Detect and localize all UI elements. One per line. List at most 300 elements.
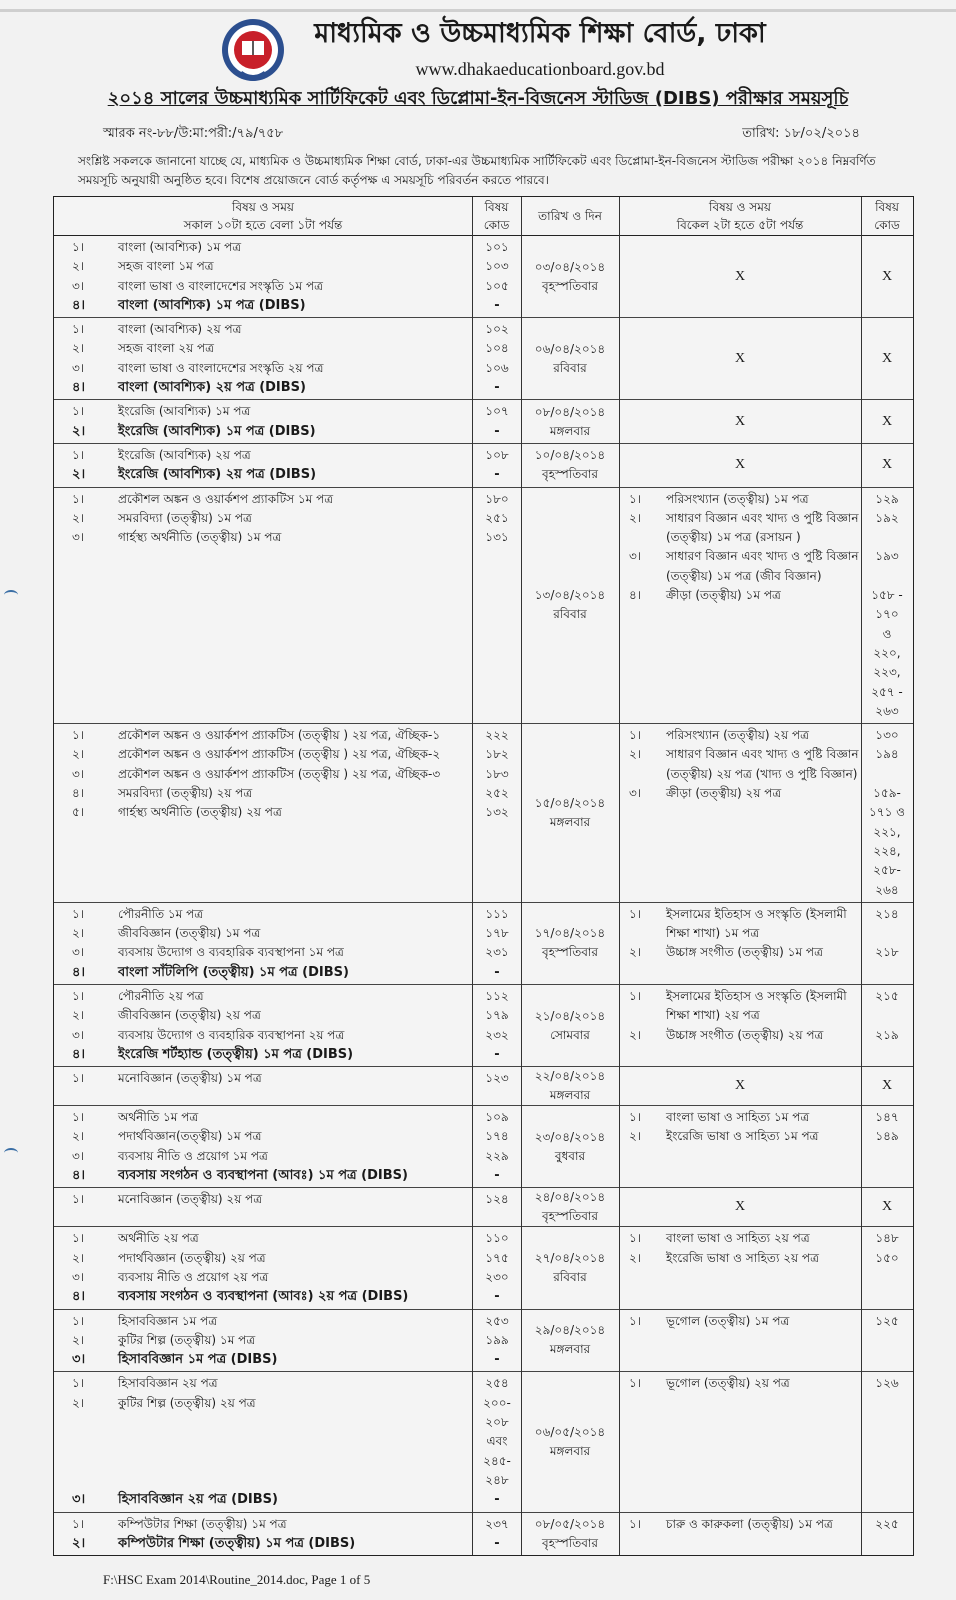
subject-name: পরিসংখ্যান (তত্ত্বীয়) ২য় পত্র: [666, 728, 809, 743]
afternoon-subjects: [619, 1227, 913, 1308]
subject-item: [54, 1045, 521, 1064]
afternoon-subjects: [619, 903, 913, 984]
subject-item: [54, 378, 521, 397]
subject-code-line: ২২৪,: [873, 843, 901, 858]
subject-item: [619, 784, 913, 900]
subject-name: সাধারণ বিজ্ঞান এবং খাদ্য ও পুষ্টি বিজ্ঞান (তত্ত্বীয়) ১ম পত্র (রসায়ন ): [666, 510, 859, 545]
schedule-row: [54, 1372, 913, 1512]
exam-date-cell: [521, 1067, 619, 1105]
subject-item: [54, 803, 521, 822]
item-number: ১।: [72, 491, 85, 506]
subject-code-line: ২৫১: [485, 510, 509, 525]
exam-day: বৃহস্পতিবার: [542, 1209, 598, 1224]
item-number: ১।: [72, 728, 85, 743]
subject-code-line: ১৪৭: [875, 1110, 899, 1125]
subject-code-line: ২১৫: [875, 988, 899, 1003]
exam-day: মঙ্গলবার: [549, 1342, 591, 1357]
subject-name: সাধারণ বিজ্ঞান এবং খাদ্য ও পুষ্টি বিজ্ঞান (তত্ত্বীয়) ১ম পত্র (জীব বিজ্ঞান): [666, 549, 859, 583]
exam-date-cell: [521, 318, 619, 399]
subject-code: [473, 277, 521, 296]
column-divider: [521, 197, 522, 1555]
subject-code: [473, 238, 521, 257]
item-number: ৪।: [72, 1046, 86, 1062]
exam-date: ২৭/০৪/২০১৪: [534, 1250, 606, 1265]
header-code2-l2: কোড: [874, 218, 900, 232]
header-code-l2: কোড: [483, 218, 510, 232]
exam-day: মঙ্গলবার: [549, 423, 591, 438]
subject-item: [54, 528, 521, 547]
subject-name: ক্রীড়া (তত্ত্বীয়) ২য় পত্র: [666, 786, 782, 801]
subject-name: ইসলামের ইতিহাস ও সংস্কৃতি (ইসলামী শিক্ষা শাখা) ২য় পত্র: [666, 988, 847, 1023]
header-morning-title: বিষয় ও সময়: [232, 200, 294, 214]
header-code-2: [861, 197, 913, 235]
subject-code: [861, 1515, 913, 1534]
subject-name: মনোবিজ্ঞান (তত্ত্বীয়) ২য় পত্র: [118, 1192, 263, 1207]
schedule-row: [54, 903, 913, 985]
afternoon-subjects: [619, 1106, 913, 1187]
subject-item: [619, 905, 913, 944]
afternoon-subjects: [619, 400, 913, 443]
subject-name: ইংরেজি (আবশ্যিক) ১ম পত্র (DIBS): [118, 423, 316, 439]
subject-item: [619, 490, 913, 509]
subject-code-line: ১৭০: [875, 607, 899, 622]
subject-code-line: ১৪৮: [875, 1231, 899, 1246]
subject-item: [54, 1287, 521, 1306]
none-mark-code: X: [881, 457, 893, 473]
item-number: ১।: [72, 404, 85, 419]
schedule-row: [54, 1227, 913, 1309]
subject-code-line: ১৫৮ -: [871, 588, 903, 603]
document-body: [0, 152, 956, 1588]
subject-code-line: ১০৯: [485, 1110, 509, 1125]
exam-date-cell: [521, 1106, 619, 1187]
subject-code-line: ১০৭: [485, 404, 509, 419]
exam-date: ২২/০৪/২০১৪: [534, 1069, 606, 1084]
document-title: ২০১৪ সালের উচ্চমাধ্যমিক সার্টিফিকেট এবং ডিপ্লোমা-ইন-বিজনেস স্টাডিজ (DIBS) পরীক্ষার সময়সূচি: [107, 88, 849, 109]
subject-name: হিসাববিজ্ঞান ২য় পত্র (DIBS): [118, 1492, 278, 1508]
subject-code: [473, 784, 521, 803]
subject-code-line: ২২২: [485, 728, 509, 743]
morning-subjects: [54, 985, 521, 1066]
subject-item: [54, 987, 521, 1006]
subject-name: ব্যবসায় উদ্যোগ ও ব্যবহারিক ব্যবস্থাপনা ১ম পত্র: [118, 945, 344, 960]
item-number: ২।: [72, 467, 86, 483]
item-number: ১।: [629, 491, 642, 506]
subject-item: [54, 1268, 521, 1287]
subject-item: [619, 1127, 913, 1146]
subject-item: [54, 924, 521, 943]
subject-item: [54, 320, 521, 339]
item-number: ৪।: [629, 588, 642, 603]
subject-code-line: ১০৪: [485, 341, 509, 356]
subject-code-line: ২৫৭ -: [871, 684, 903, 699]
subject-item: [54, 726, 521, 745]
subject-item: [54, 1394, 521, 1490]
subject-name: চারু ও কারুকলা (তত্ত্বীয়) ১ম পত্র: [666, 1516, 833, 1531]
subject-code-line: ১১০: [485, 1231, 509, 1246]
subject-item: [54, 402, 521, 421]
subject-item: [54, 339, 521, 358]
subject-name: পরিসংখ্যান (তত্ত্বীয়) ১ম পত্র: [666, 491, 809, 506]
schedule-row: [54, 1188, 913, 1227]
subject-code-line: ২২৫: [875, 1516, 899, 1531]
subject-code-line: ১৯৯: [485, 1332, 509, 1347]
subject-code: [861, 745, 913, 784]
subject-item: [54, 1127, 521, 1146]
subject-name: ইংরেজি (আবশ্যিক) ২য় পত্র (DIBS): [118, 467, 317, 483]
subject-code-line: ২১৪: [875, 906, 899, 921]
item-number: ১।: [72, 1516, 85, 1531]
subject-code: [473, 1350, 521, 1369]
item-number: ২।: [629, 510, 642, 525]
item-number: ৩।: [72, 1027, 85, 1042]
header-afternoon-title: বিষয় ও সময়: [709, 200, 771, 214]
subject-name: পদার্থবিজ্ঞান (তত্ত্বীয়) ২য় পত্র: [118, 1250, 266, 1265]
subject-code: [473, 1127, 521, 1146]
header-date-label: তারিখ ও দিন: [538, 209, 602, 223]
item-number: ৪।: [72, 786, 85, 801]
exam-date: ২৯/০৪/২০১৪: [534, 1323, 606, 1338]
subject-code-line: ২২০,: [873, 645, 901, 660]
item-number: ১।: [629, 1231, 642, 1246]
subject-code-line: ১৭৫: [485, 1250, 509, 1265]
subject-name: প্রকৌশল অঙ্কন ও ওয়ার্কশপ প্র্যাকটিস (তত্ত্বীয় ) ২য় পত্র, ঐচ্ছিক-১: [118, 728, 441, 743]
subject-code: [861, 1312, 913, 1331]
subject-name: সাধারণ বিজ্ঞান এবং খাদ্য ও পুষ্টি বিজ্ঞান (তত্ত্বীয়) ২য় পত্র (খাদ্য ও পুষ্টি বিজ্ঞান): [666, 747, 859, 781]
subject-item: [54, 509, 521, 528]
subject-code-line: ১৯২: [875, 510, 899, 525]
subject-name: প্রকৌশল অঙ্কন ও ওয়ার্কশপ প্র্যাকটিস ১ম পত্র: [118, 491, 334, 506]
subject-name: হিসাববিজ্ঞান ২য় পত্র: [118, 1376, 218, 1391]
subject-name: সমরবিদ্যা (তত্ত্বীয়) ১ম পত্র: [118, 510, 252, 525]
item-number: ১।: [72, 1376, 85, 1391]
morning-subjects: [54, 1067, 521, 1105]
header-code2-l1: বিষয়: [875, 200, 899, 214]
subject-item: [619, 1249, 913, 1268]
subject-code: [861, 509, 913, 548]
subject-code-line: -: [494, 1492, 500, 1508]
subject-name: ব্যবসায় সংগঠন ও ব্যবস্থাপনা (আবঃ) ১ম পত্র (DIBS): [118, 1168, 408, 1184]
exam-day: সোমবার: [550, 1027, 590, 1042]
subject-item: [54, 1534, 521, 1553]
subject-name: ইংরেজি (আবশ্যিক) ১ম পত্র: [118, 404, 251, 419]
subject-item: [54, 784, 521, 803]
subject-code: [473, 296, 521, 315]
schedule-row: [54, 318, 913, 400]
subject-name: বাংলা ভাষা ও বাংলাদেশের সংস্কৃতি ২য় পত্র: [118, 360, 324, 375]
subject-item: [619, 1312, 913, 1331]
schedule-row: [54, 444, 913, 488]
subject-item: [54, 963, 521, 982]
subject-code-line: ১৫০: [875, 1250, 899, 1265]
exam-schedule-table: [53, 196, 914, 1556]
no-afternoon-exam: [619, 1069, 913, 1103]
subject-code-line: ১০২: [485, 322, 509, 337]
subject-code-line: ১০৩: [485, 259, 509, 274]
subject-code-line: ১৩২: [485, 805, 509, 820]
subject-code: [473, 803, 521, 822]
exam-date-cell: [521, 488, 619, 724]
subject-code: [473, 378, 521, 397]
subject-code-line: -: [494, 467, 500, 483]
subject-item: [54, 1331, 521, 1350]
subject-item: [54, 1312, 521, 1331]
exam-day: মঙ্গলবার: [549, 814, 591, 829]
exam-day: বৃহস্পতিবার: [542, 467, 598, 482]
subject-name: কুটির শিল্প (তত্ত্বীয়) ১ম পত্র: [118, 1332, 256, 1347]
subject-code: [473, 1026, 521, 1045]
subject-item: [619, 547, 913, 586]
subject-item: [619, 1108, 913, 1127]
subject-item: [54, 238, 521, 257]
exam-date: ০৬/০৪/২০১৪: [534, 341, 606, 356]
subject-code-line: ১৭৮: [485, 926, 509, 941]
item-number: ২।: [72, 1395, 85, 1410]
item-number: ১।: [629, 988, 642, 1003]
schedule-row: [54, 1513, 913, 1556]
subject-name: পদার্থবিজ্ঞান(তত্ত্বীয়) ১ম পত্র: [118, 1129, 262, 1144]
subject-code: [473, 528, 521, 547]
subject-item: [54, 1147, 521, 1166]
morning-subjects: [54, 903, 521, 984]
subject-name: পৌরনীতি ২য় পত্র: [118, 988, 204, 1003]
schedule-row: [54, 236, 913, 318]
item-number: ১।: [72, 1192, 85, 1207]
item-number: ৪।: [72, 1289, 86, 1305]
column-divider: [861, 197, 862, 1555]
no-afternoon-exam: [619, 238, 913, 315]
subject-name: জীববিজ্ঞান (তত্ত্বীয়) ২য় পত্র: [118, 1008, 261, 1023]
exam-date-cell: [521, 1188, 619, 1226]
subject-code-line: ২০৮: [485, 1415, 509, 1430]
subject-code-line: -: [494, 1352, 500, 1368]
subject-code-line: ১৭৯: [485, 1008, 509, 1023]
subject-item: [54, 1515, 521, 1534]
morning-subjects: [54, 724, 521, 902]
subject-code: [473, 1515, 521, 1534]
subject-item: [54, 1108, 521, 1127]
subject-code-line: ১২৬: [875, 1376, 899, 1391]
subject-name: ব্যবসায় সংগঠন ও ব্যবস্থাপনা (আবঃ) ২য় পত্র (DIBS): [118, 1289, 409, 1305]
exam-date: ২৩/০৪/২০১৪: [534, 1129, 606, 1144]
subject-name: মনোবিজ্ঞান (তত্ত্বীয়) ১ম পত্র: [118, 1071, 262, 1086]
item-number: ২।: [629, 1250, 642, 1265]
subject-item: [619, 509, 913, 548]
item-number: ১।: [629, 728, 642, 743]
exam-date-cell: [521, 1372, 619, 1511]
subject-code: [473, 924, 521, 943]
subject-item: [54, 359, 521, 378]
morning-subjects: [54, 400, 521, 443]
no-afternoon-exam: [619, 1190, 913, 1224]
subject-item: [54, 745, 521, 764]
afternoon-subjects: [619, 1067, 913, 1105]
schedule-row: [54, 724, 913, 903]
subject-code-line: ২১৯: [875, 1027, 899, 1042]
subject-item: [54, 1350, 521, 1369]
item-number: ৪।: [72, 297, 86, 313]
subject-code: [861, 726, 913, 745]
item-number: ২।: [72, 259, 85, 274]
item-number: ১।: [629, 1376, 642, 1391]
none-mark: X: [734, 350, 746, 366]
none-mark-code: X: [881, 1199, 893, 1215]
subject-code: [473, 1166, 521, 1185]
subject-code-line: -: [494, 1168, 500, 1184]
no-afternoon-exam: [619, 446, 913, 485]
morning-subjects: [54, 236, 521, 317]
subject-code-line: ১২৩: [485, 1071, 509, 1086]
subject-code-line: ১২৪: [485, 1192, 509, 1207]
subject-code-line: ১০৫: [485, 278, 509, 293]
subject-name: বাংলা (আবশ্যিক) ২য় পত্র (DIBS): [118, 380, 306, 396]
subject-code-line: -: [494, 1046, 500, 1062]
issue-date: তারিখ: ১৮/০২/২০১৪: [742, 126, 860, 141]
item-number: ২।: [72, 1332, 85, 1347]
subject-item: [54, 1374, 521, 1393]
subject-name: কম্পিউটার শিক্ষা (তত্ত্বীয়) ১ম পত্র (DIBS): [118, 1535, 356, 1551]
none-mark: X: [734, 268, 746, 284]
subject-code: [473, 257, 521, 276]
subject-name: ব্যবসায় নীতি ও প্রয়োগ ১ম পত্র: [118, 1148, 268, 1163]
morning-subjects: [54, 1310, 521, 1372]
subject-name: ইংরেজি ভাষা ও সাহিত্য ১ম পত্র: [666, 1129, 819, 1144]
subject-code: [473, 905, 521, 924]
exam-date: ১০/০৪/২০১৪: [534, 448, 606, 463]
subject-code: [473, 509, 521, 528]
header-afternoon: [619, 197, 861, 235]
subject-code-line: ১২৯: [875, 491, 899, 506]
item-number: ১।: [72, 906, 85, 921]
subject-code: [861, 905, 913, 944]
subject-name: পৌরনীতি ১ম পত্র: [118, 906, 204, 921]
subject-item: [54, 1190, 521, 1209]
item-number: ৩।: [72, 1269, 85, 1284]
subject-code: [861, 1108, 913, 1127]
subject-code-line: ১৮০: [485, 491, 509, 506]
subject-code: [473, 1312, 521, 1331]
subject-code: [861, 987, 913, 1026]
morning-subjects: [54, 318, 521, 399]
subject-item: [619, 1374, 913, 1393]
subject-item: [619, 987, 913, 1026]
subject-code-line: ১৩০: [875, 728, 899, 743]
exam-date: ১৫/০৪/২০১৪: [534, 795, 606, 810]
subject-name: বাংলা (আবশ্যিক) ১ম পত্র: [118, 240, 242, 254]
item-number: ২।: [629, 747, 642, 762]
item-number: ২।: [72, 1250, 85, 1265]
exam-date: ০৬/০৫/২০১৪: [534, 1424, 606, 1439]
subject-code: [473, 745, 521, 764]
subject-code: [473, 1249, 521, 1268]
subject-item: [54, 943, 521, 962]
item-number: ১।: [72, 1313, 85, 1328]
board-logo-icon: [220, 17, 286, 87]
morning-subjects: [54, 1372, 521, 1511]
subject-item: [54, 1249, 521, 1268]
subject-code-line: ১৭১ ও: [868, 805, 906, 820]
subject-code-line: ২৬৪: [875, 882, 899, 897]
subject-name: সমরবিদ্যা (তত্ত্বীয়) ২য় পত্র: [118, 786, 253, 801]
column-divider: [619, 197, 620, 1555]
subject-item: [619, 1229, 913, 1248]
subject-code-line: ১৩১: [485, 530, 509, 545]
subject-code: [861, 1127, 913, 1146]
subject-item: [54, 1069, 521, 1088]
exam-date-cell: [521, 903, 619, 984]
item-number: ১।: [629, 906, 642, 921]
no-afternoon-exam: [619, 320, 913, 397]
subject-name: সহজ বাংলা ১ম পত্র: [118, 259, 214, 274]
subject-code-line: ১০১: [485, 240, 509, 254]
item-number: ৩।: [72, 360, 85, 375]
exam-day: মঙ্গলবার: [549, 1088, 591, 1103]
subject-code-line: ১১১: [485, 906, 509, 921]
subject-code-line: ১০৬: [485, 360, 509, 375]
subject-item: [54, 257, 521, 276]
subject-item: [54, 1490, 521, 1509]
subject-name: উচ্চাঙ্গ সংগীত (তত্ত্বীয়) ২য় পত্র: [666, 1027, 824, 1042]
subject-code-line: ২৩৭: [485, 1516, 509, 1531]
subject-code-line: ১০৮: [485, 447, 509, 462]
schedule-row: [54, 1067, 913, 1106]
item-number: ১।: [629, 1313, 642, 1328]
afternoon-subjects: [619, 318, 913, 399]
subject-code: [473, 1147, 521, 1166]
subject-code-line: -: [494, 297, 500, 313]
item-number: ১।: [72, 988, 85, 1003]
subject-code-line: ১১২: [485, 988, 509, 1003]
subject-name: ইংরেজি ভাষা ও সাহিত্য ২য় পত্র: [666, 1250, 819, 1265]
afternoon-subjects: [619, 724, 913, 902]
item-number: ২।: [72, 341, 85, 356]
subject-code: [473, 1490, 521, 1509]
top-border: [0, 9, 956, 12]
subject-code: [473, 1534, 521, 1553]
none-mark: X: [734, 1078, 746, 1094]
item-number: ৩।: [72, 1352, 86, 1368]
exam-day: মঙ্গলবার: [549, 1443, 591, 1458]
afternoon-subjects: [619, 444, 913, 487]
exam-date: ০৩/০৪/২০১৪: [534, 259, 606, 274]
subject-code-line: -: [494, 1535, 500, 1551]
item-number: ৩।: [72, 945, 85, 960]
morning-subjects: [54, 1188, 521, 1226]
afternoon-subjects: [619, 488, 913, 724]
subject-code-line: ২৪৮: [485, 1472, 509, 1487]
item-number: ২।: [72, 747, 85, 762]
subject-item: [619, 586, 913, 721]
subject-name: ইংরেজি শর্টহ্যান্ড (তত্ত্বীয়) ১ম পত্র (DIBS): [118, 1046, 354, 1062]
item-number: ২।: [72, 510, 85, 525]
subject-name: বাংলা ভাষা ও সাহিত্য ২য় পত্র: [666, 1231, 810, 1246]
none-mark: X: [734, 1199, 746, 1215]
item-number: ২।: [72, 1535, 86, 1551]
exam-day: বুধবার: [554, 1148, 586, 1163]
item-number: ৪।: [72, 964, 86, 980]
subject-code-line: -: [494, 964, 500, 980]
subject-code: [473, 320, 521, 339]
subject-name: সহজ বাংলা ২য় পত্র: [118, 341, 214, 356]
header-code-l1: বিষয়: [484, 200, 509, 214]
none-mark-code: X: [881, 350, 893, 366]
exam-date-cell: [521, 985, 619, 1066]
header-morning: [54, 197, 472, 235]
no-afternoon-exam: [619, 402, 913, 441]
item-number: ২।: [629, 1027, 642, 1042]
exam-date: ১৭/০৪/২০১৪: [534, 926, 606, 941]
subject-code-line: ১২৫: [875, 1313, 899, 1328]
